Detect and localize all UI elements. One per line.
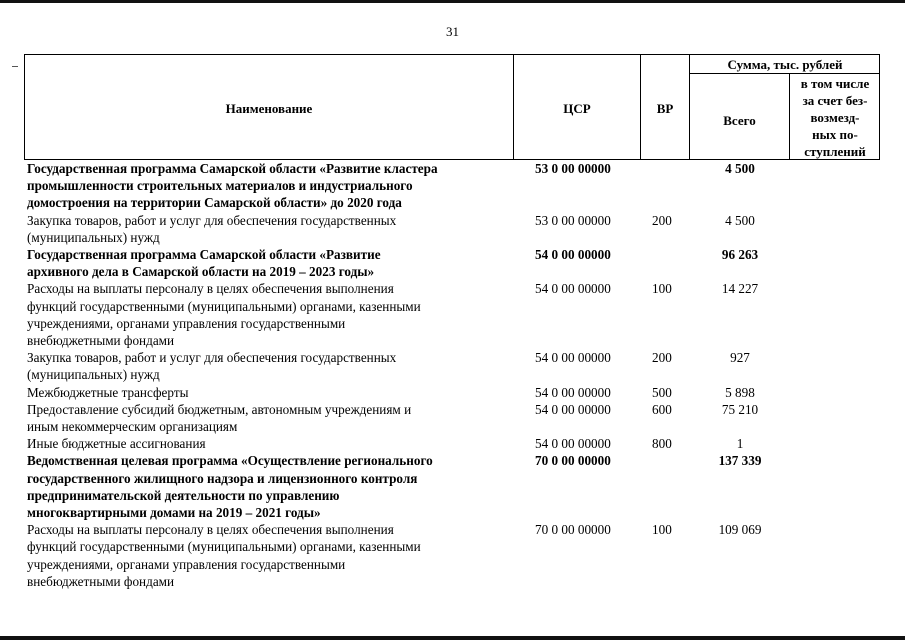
top-border	[0, 0, 905, 3]
row-vr: 100	[652, 522, 672, 538]
row-name-line: Предоставление субсидий бюджетным, автономным учреждениям и	[27, 401, 412, 417]
row-name	[27, 160, 513, 212]
row-csr: 53 0 00 00000	[535, 212, 611, 228]
row-name-line: (муниципальных) нужд	[27, 229, 160, 245]
row-name-line: предпринимательской деятельности по управлению	[27, 487, 340, 503]
row-csr: 53 0 00 00000	[535, 161, 611, 176]
row-name-line: иным некоммерческим организациям	[27, 419, 238, 435]
table-body	[27, 160, 880, 590]
row-csr: 70 0 00 00000	[535, 453, 611, 469]
row-name	[27, 349, 513, 383]
row-name-line: государственного жилищного надзора и лицензионного контроля	[27, 470, 418, 486]
row-name-line: Закупка товаров, работ и услуг для обеспечения государственных	[27, 350, 397, 366]
row-name	[27, 435, 513, 452]
header-incl	[790, 74, 880, 161]
table-row	[27, 384, 880, 401]
row-name-line: промышленности строительных материалов и индустриального	[27, 178, 413, 194]
row-vr: 600	[652, 401, 672, 417]
page-number: 31	[446, 24, 459, 39]
table-row	[27, 452, 880, 521]
header-sum: Сумма, тыс. рублей	[727, 56, 843, 72]
row-total: 96 263	[721, 247, 759, 263]
row-csr: 54 0 00 00000	[535, 247, 611, 263]
row-name	[27, 280, 513, 349]
row-name-line: внебюджетными фондами	[27, 573, 175, 589]
row-name-line: многоквартирными домами на 2019 – 2021 годы»	[27, 505, 321, 521]
row-name-line: Расходы на выплаты персоналу в целях обеспечения выполнения	[27, 522, 394, 538]
row-name-line: (муниципальных) нужд	[27, 367, 160, 383]
row-name-line: учреждениями, органами управления государственными	[27, 315, 346, 331]
row-name	[27, 246, 513, 280]
row-vr: 100	[652, 281, 672, 297]
header-incl-line: за счет без-	[802, 93, 868, 108]
row-name-line: функций государственными (муниципальными) органами, казенными	[27, 539, 421, 555]
row-total: 4 500	[725, 161, 755, 176]
table-row	[27, 246, 880, 280]
row-name-line: Межбюджетные трансферты	[27, 384, 189, 400]
row-csr: 54 0 00 00000	[535, 401, 611, 417]
row-csr: 70 0 00 00000	[535, 522, 611, 538]
row-name-line: Государственная программа Самарской области «Развитие кластера	[27, 161, 438, 176]
row-name	[27, 452, 513, 521]
row-csr: 54 0 00 00000	[535, 281, 611, 297]
table-row	[27, 280, 880, 349]
header-incl-line: ступлений	[804, 144, 866, 159]
row-csr: 54 0 00 00000	[535, 350, 611, 366]
row-name-line: архивного дела в Самарской области на 2019 – 2023 годы»	[27, 264, 375, 280]
row-name-line: Ведомственная целевая программа «Осуществление регионального	[27, 453, 433, 469]
row-vr: 200	[652, 350, 672, 366]
row-vr: 500	[652, 384, 672, 400]
table-row	[27, 160, 880, 212]
table-row	[27, 212, 880, 246]
bottom-border	[0, 636, 905, 640]
row-name-line: Закупка товаров, работ и услуг для обеспечения государственных	[27, 212, 397, 228]
row-vr: 200	[652, 212, 672, 228]
row-name-line: домостроения на территории Самарской области» до 2020 года	[27, 195, 402, 211]
row-total: 14 227	[721, 281, 759, 297]
row-total: 109 069	[718, 522, 762, 538]
table-header	[24, 54, 880, 160]
row-total: 137 339	[718, 453, 762, 469]
row-total: 4 500	[725, 212, 755, 228]
margin-mark	[12, 66, 18, 67]
table-row	[27, 521, 880, 590]
row-name-line: учреждениями, органами управления государственными	[27, 556, 346, 572]
table-row	[27, 401, 880, 435]
header-incl-line: в том числе	[800, 76, 870, 91]
header-name: Наименование	[225, 100, 313, 116]
row-name-line: Иные бюджетные ассигнования	[27, 436, 206, 452]
row-name-line: внебюджетными фондами	[27, 333, 175, 349]
row-name	[27, 384, 513, 401]
header-vr: ВР	[656, 100, 674, 116]
table-row	[27, 349, 880, 383]
row-name	[27, 521, 513, 590]
row-name-line: функций государственными (муниципальными) органами, казенными	[27, 298, 421, 314]
row-vr: 800	[652, 436, 672, 452]
row-total: 75 210	[721, 401, 759, 417]
row-csr: 54 0 00 00000	[535, 436, 611, 452]
row-name-line: Расходы на выплаты персоналу в целях обеспечения выполнения	[27, 281, 394, 297]
table-row	[27, 435, 880, 452]
header-incl-line: возмезд-	[810, 110, 860, 125]
row-csr: 54 0 00 00000	[535, 384, 611, 400]
header-total: Всего	[723, 113, 756, 128]
row-name-line: Государственная программа Самарской области «Развитие	[27, 247, 381, 263]
header-csr: ЦСР	[563, 100, 591, 116]
header-incl-line: ных по-	[812, 127, 858, 142]
row-total: 927	[730, 350, 750, 366]
row-total: 5 898	[725, 384, 755, 400]
row-name	[27, 401, 513, 435]
row-name	[27, 212, 513, 246]
row-total: 1	[736, 436, 744, 452]
